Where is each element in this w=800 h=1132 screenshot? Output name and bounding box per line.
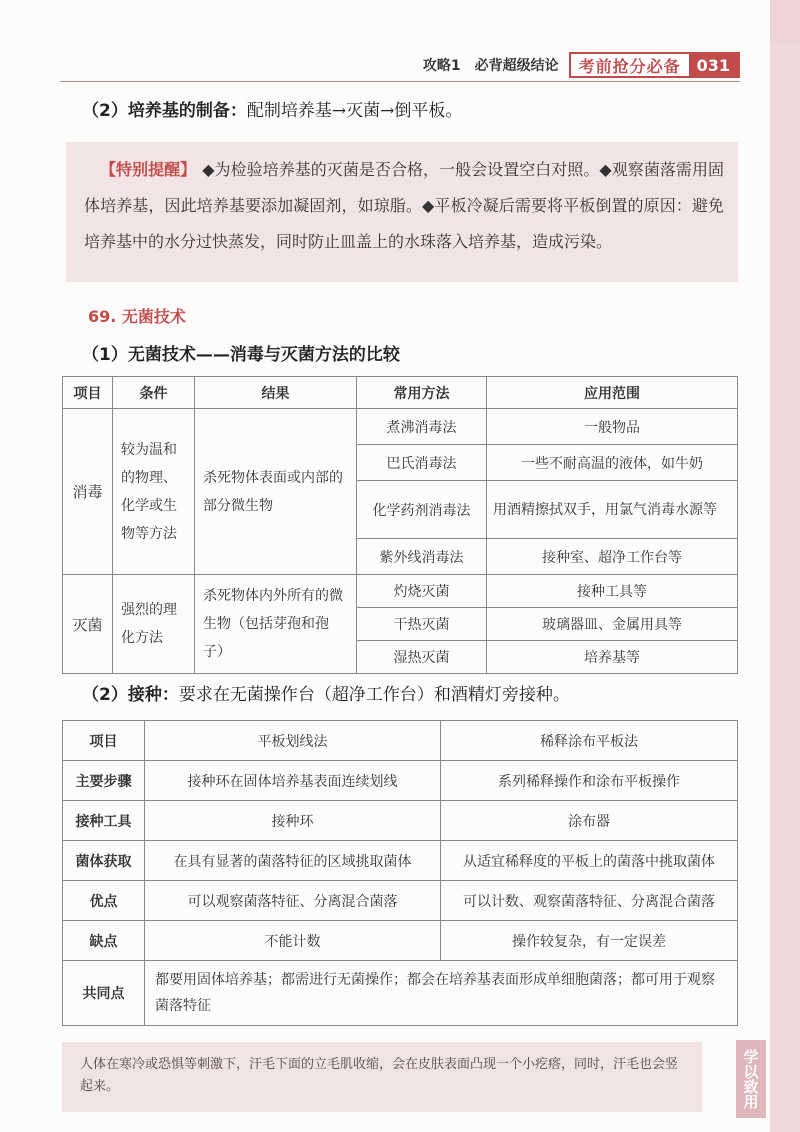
result-disinfect: 杀死物体表面或内部的部分微生物 — [195, 409, 357, 575]
streak-cell: 可以观察菌落特征、分离混合菌落 — [145, 881, 441, 921]
page-number: 031 — [689, 54, 738, 76]
inoculation-label: （2）接种： — [82, 685, 179, 705]
col-header: 结果 — [195, 377, 357, 409]
condition-disinfect: 较为温和的物理、化学或生物等方法 — [113, 409, 195, 575]
tip-label: 【特别提醒】 — [100, 160, 197, 179]
streak-cell: 不能计数 — [145, 921, 441, 961]
disinfection-comparison-table — [62, 376, 738, 674]
table-row — [63, 801, 738, 841]
streak-cell: 接种环 — [145, 801, 441, 841]
result-sterilize: 杀死物体内外所有的微生物（包括芽孢和孢子） — [195, 575, 357, 674]
col-header: 条件 — [113, 377, 195, 409]
special-tip-box — [66, 142, 738, 282]
row-label: 主要步骤 — [63, 761, 145, 801]
scope-cell: 一些不耐高温的液体，如牛奶 — [487, 445, 738, 481]
spread-cell: 可以计数、观察菌落特征、分离混合菌落 — [441, 881, 738, 921]
inoculation-comparison-table — [62, 720, 738, 1026]
table-row — [63, 881, 738, 921]
condition-sterilize: 强烈的理化方法 — [113, 575, 195, 674]
method-cell: 巴氏消毒法 — [357, 445, 487, 481]
streak-cell: 在具有显著的菌落特征的区域挑取菌体 — [145, 841, 441, 881]
table-row — [63, 761, 738, 801]
page-header — [423, 52, 740, 78]
footer-text: 人体在寒冷或恐惧等刺激下，汗毛下面的立毛肌收缩，会在皮肤表面凸现一个小疙瘩，同时，汗毛也会竖起来。 — [80, 1057, 679, 1094]
scope-cell: 一般物品 — [487, 409, 738, 445]
scope-cell: 用酒精擦拭双手，用氯气消毒水源等 — [487, 481, 738, 539]
spread-cell: 从适宜稀释度的平板上的菌落中挑取菌体 — [441, 841, 738, 881]
subsection-1-title: （1）无菌技术——消毒与灭菌方法的比较 — [82, 345, 400, 365]
method-cell: 湿热灭菌 — [357, 641, 487, 674]
subsection-2-line — [82, 680, 570, 705]
tip-text: ◆为检验培养基的灭菌是否合格，一般会设置空白对照。◆观察菌落需用固体培养基，因此培养基要添加凝固剂，如琼脂。◆平板冷凝后需要将平板倒置的原因：避免培养基中的水分过快蒸发，同时防止皿盖上的水珠落入培养基，造成污染。 — [84, 160, 724, 251]
table-row — [63, 961, 738, 1026]
table-header-row — [63, 721, 738, 761]
method-cell: 干热灭菌 — [357, 608, 487, 641]
side-tab: 学以致用 — [736, 1040, 766, 1118]
header-divider — [60, 81, 740, 82]
medium-prep-line — [82, 96, 462, 121]
method-cell: 化学药剂消毒法 — [357, 481, 487, 539]
medium-prep-text: 配制培养基→灭菌→倒平板。 — [246, 101, 463, 121]
table-header-row — [63, 377, 738, 409]
brand-title: 考前抢分必备 — [571, 54, 689, 76]
col-header: 常用方法 — [357, 377, 487, 409]
scope-cell: 玻璃器皿、金属用具等 — [487, 608, 738, 641]
category-disinfect: 消毒 — [63, 409, 113, 575]
streak-cell: 接种环在固体培养基表面连续划线 — [145, 761, 441, 801]
scope-cell: 培养基等 — [487, 641, 738, 674]
table-row — [63, 575, 738, 608]
category-sterilize: 灭菌 — [63, 575, 113, 674]
col-header: 项目 — [63, 377, 113, 409]
row-label: 缺点 — [63, 921, 145, 961]
table-row — [63, 841, 738, 881]
col-header: 应用范围 — [487, 377, 738, 409]
method-cell: 煮沸消毒法 — [357, 409, 487, 445]
guide-title: 攻略1 必背超级结论 — [422, 58, 559, 74]
section-title: 69. 无菌技术 — [88, 307, 186, 326]
inoculation-text: 要求在无菌操作台（超净工作台）和酒精灯旁接种。 — [178, 685, 570, 705]
scope-cell: 接种室、超净工作台等 — [487, 539, 738, 575]
scope-cell: 接种工具等 — [487, 575, 738, 608]
spread-cell: 系列稀释操作和涂布平板操作 — [441, 761, 738, 801]
method-cell: 灼烧灭菌 — [357, 575, 487, 608]
row-label: 共同点 — [63, 961, 145, 1026]
spread-cell: 涂布器 — [441, 801, 738, 841]
col-header: 平板划线法 — [145, 721, 441, 761]
medium-prep-label: （2）培养基的制备： — [82, 101, 247, 121]
brand-badge — [569, 52, 740, 78]
common-points-cell: 都要用固体培养基；都需进行无菌操作；都会在培养基表面形成单细胞菌落；都可用于观察菌落特征 — [145, 961, 738, 1026]
spread-cell: 操作较复杂，有一定误差 — [441, 921, 738, 961]
method-cell: 紫外线消毒法 — [357, 539, 487, 575]
col-header: 项目 — [63, 721, 145, 761]
col-header: 稀释涂布平板法 — [441, 721, 738, 761]
table-row — [63, 921, 738, 961]
row-label: 接种工具 — [63, 801, 145, 841]
row-label: 优点 — [63, 881, 145, 921]
table-row — [63, 409, 738, 445]
row-label: 菌体获取 — [63, 841, 145, 881]
footer-note — [62, 1042, 702, 1112]
